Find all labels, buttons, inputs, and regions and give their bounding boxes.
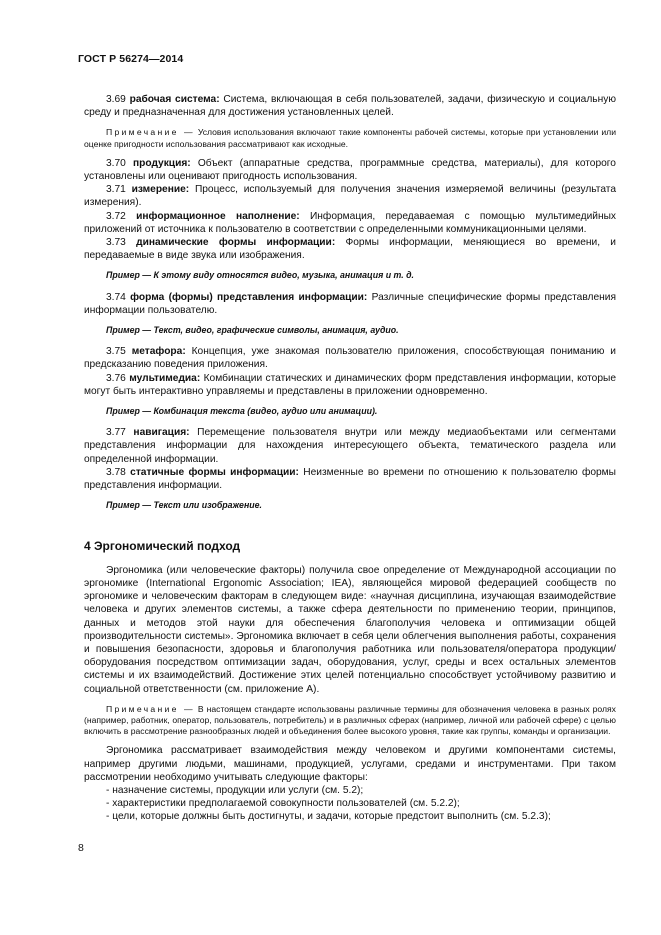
term-3-69: 3.69 рабочая система: Система, включающая в себя пользователей, задачи, физическую и социальную среду и предназначенная для достижения установленных целей. — [84, 94, 616, 119]
example-3-73: Пример — К этому виду относятся видео, музыка, анимация и т. д. — [106, 270, 414, 281]
term-3-75: 3.75 метафора: Концепция, уже знакомая пользователю приложения, способствующая пониманию и предсказанию поведения приложения. — [84, 346, 616, 371]
page-number: 8 — [78, 842, 84, 854]
term-3-77: 3.77 навигация: Перемещение пользователя внутри или между медиаобъектами или сегментами представления информации для нахождения интересующего объекта, тематического раздела или определенной информации. — [84, 427, 616, 465]
note-section-4: Примечание — В настоящем стандарте использованы различные термины для обозначения человека в разных ролях (например, работник, оператор, пользователь, потребитель) и в различных сферах (например, личной или рабочей сфере) с целью включить в рассмотрение разнообразных людей и объединения более высокого уровня, такие как группы, команды и организации. — [84, 703, 616, 737]
example-3-78: Пример — Текст или изображение. — [106, 500, 262, 511]
note-3-69: Примечание — Условия использования включают такие компоненты рабочей системы, которые при установлении или оценке пригодности использования рассматривают как исходные. — [84, 127, 617, 149]
term-3-78: 3.78 статичные формы информации: Неизменные во времени по отношению к пользователю формы представления информации. — [84, 466, 616, 492]
list-item: - характеристики предполагаемой совокупности пользователей (см. 5.2.2); — [106, 798, 460, 810]
term-3-76: 3.76 мультимедиа: Комбинации статических и динамических форм представления информации, которые могут быть интерактивно управляемы и представлены в приложении одновременно. — [84, 372, 616, 397]
section-4-paragraph-2: Эргономика рассматривает взаимодействия между человеком и другими компонентами системы, например другими людьми, машинами, продукцией, услугами, средами и инструментами. При таком рассмотрении необходимо учитывать следующие факторы: — [84, 745, 616, 783]
standard-header: ГОСТ Р 56274—2014 — [78, 53, 184, 65]
section-4-title: 4 Эргономический подход — [84, 539, 241, 554]
section-4-paragraph-1: Эргономика (или человеческие факторы) получила свое определение от Международной ассоциации по эргономике (International Ergonomic Association; IEA), являющейся мировой федерацией сообществ по эргономике и человеческим факторам в следующем виде: «научная дисциплина, изучающая взаимодействие человека и других элементов системы, а также сфера деятельности по применению теории, принципов, данных и методов этой науки для обеспечения благополучия человека и оптимизации общей производительности системы». Эргономика включает в себя цели облегчения выполнения работы, сохранения и повышения безопасности, здоровья и благополучия работника или пользователя/оператора продукции/оборудования посредством оптимизации задач, оборудования, услуг, среды и всех остальных элементов системы и их взаимодействий. Достижение этих целей потенциально способствует устойчивому развитию и социальной ответственности (см. приложение А). — [84, 564, 616, 695]
list-item: - цели, которые должны быть достигнуты, и задачи, которые предстоит выполнить (см. 5.2.3); — [106, 811, 551, 823]
term-3-74: 3.74 форма (формы) представления информации: Различные специфические формы представления информации пользователю. — [84, 291, 616, 316]
example-3-74: Пример — Текст, видео, графические символы, анимация, аудио. — [106, 325, 399, 336]
example-3-76: Пример — Комбинация текста (видео, аудио или анимации). — [106, 406, 378, 417]
term-3-71: 3.71 измерение: Процесс, используемый для получения значения измеряемой величины (результата измерения). — [84, 184, 616, 209]
term-3-73: 3.73 динамические формы информации: Формы информации, меняющиеся во времени, и передаваемые в виде звука или изображения. — [84, 237, 616, 262]
term-3-70: 3.70 продукция: Объект (аппаратные средства, программные средства, материалы), для которого установлены или оценивают пригодность использования. — [84, 157, 616, 183]
term-3-72: 3.72 информационное наполнение: Информация, передаваемая с помощью мультимедийных приложений от источника к пользователю в соответствии с определенными коммуникационными целями. — [84, 210, 616, 235]
list-item: - назначение системы, продукции или услуги (см. 5.2); — [106, 784, 364, 796]
page-content — [84, 93, 616, 824]
factors-list — [84, 784, 616, 824]
